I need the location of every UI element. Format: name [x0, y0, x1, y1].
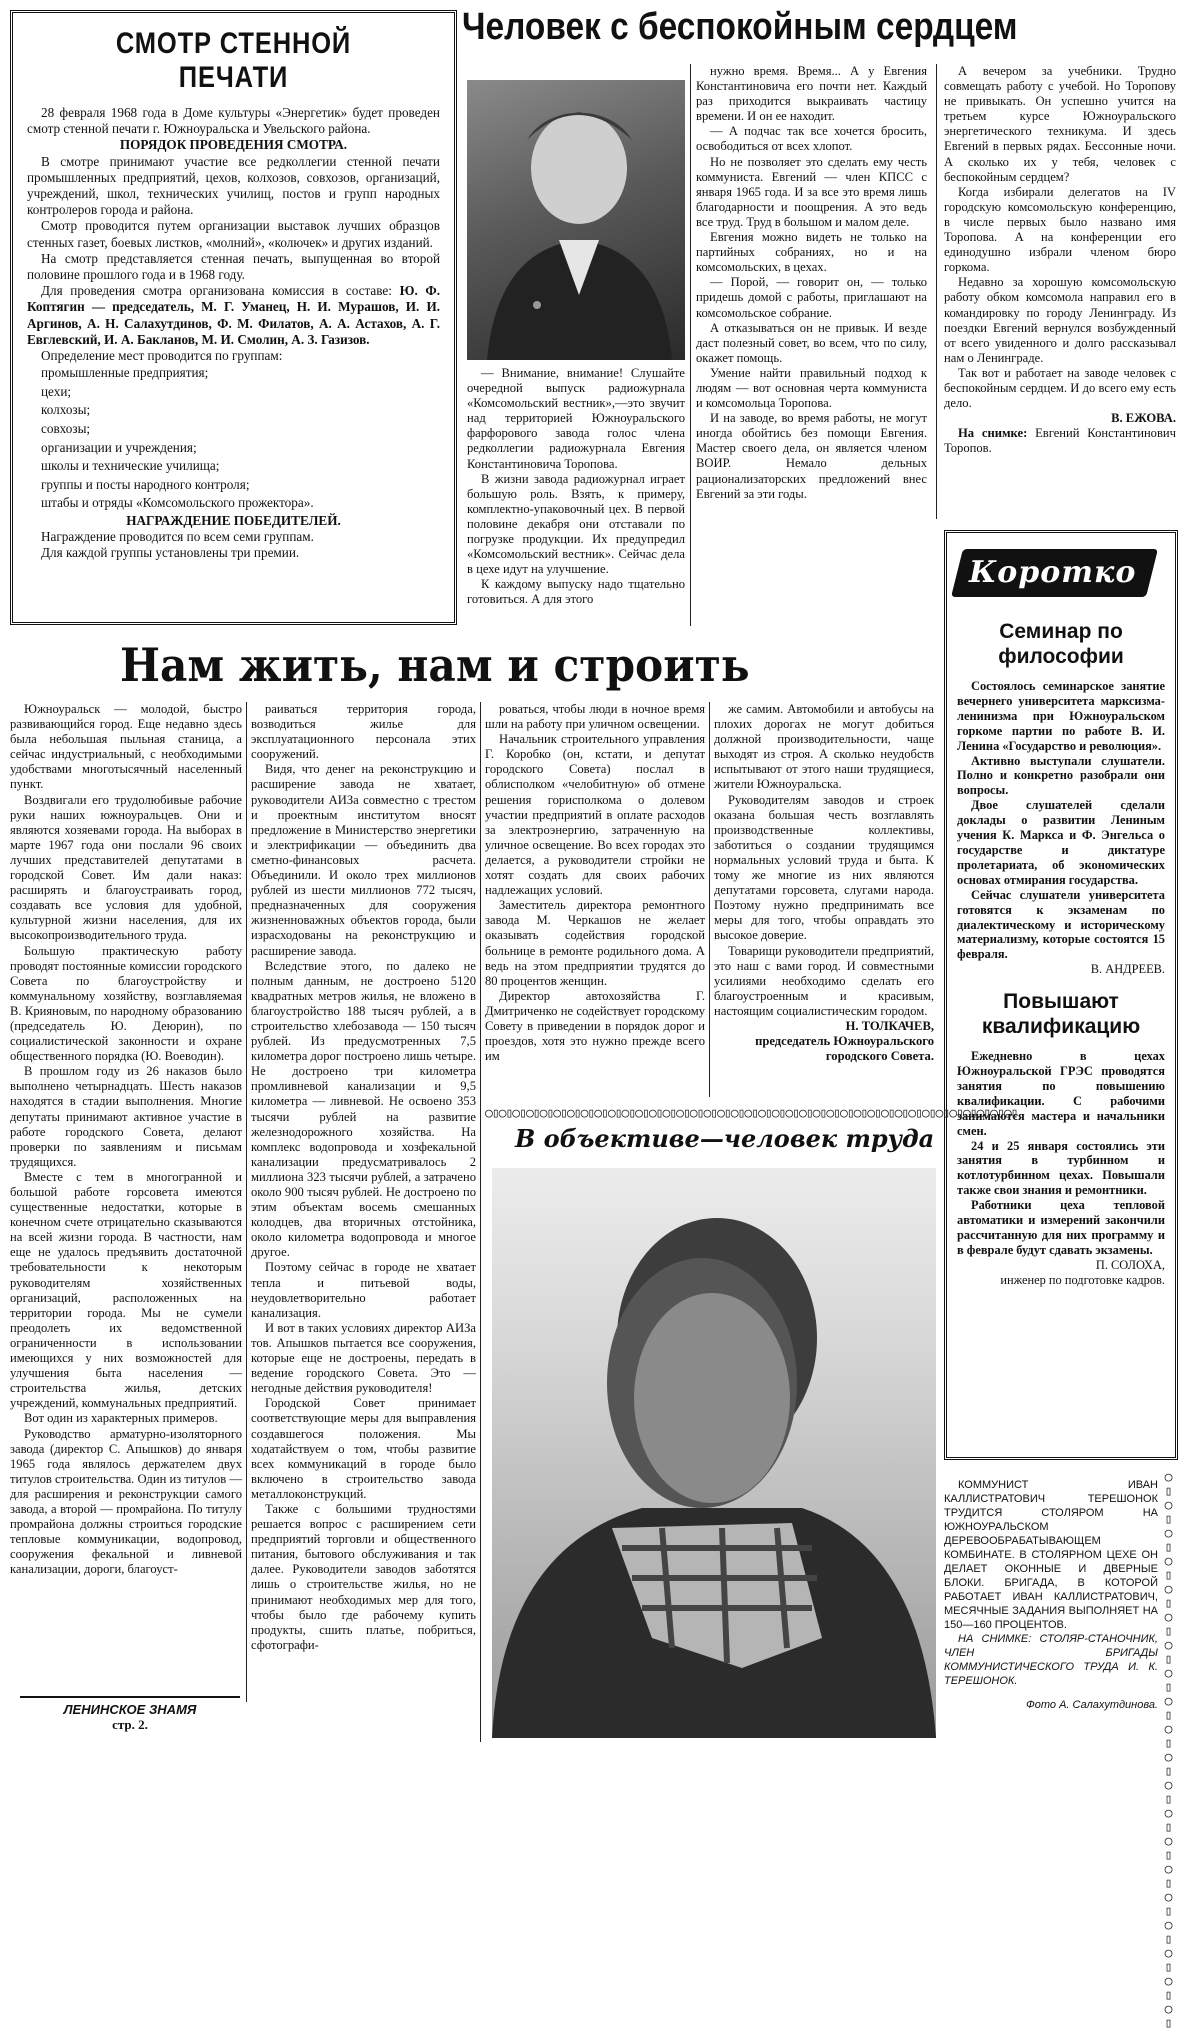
review-award-paragraph: Для каждой группы установлены три премии. [41, 545, 300, 561]
review-groups-intro: Определение мест проводится по группам: [41, 348, 283, 364]
heart-column-3 [944, 64, 1176, 518]
main-column-1 [10, 702, 242, 1710]
photo-credit: Фото А. Салахутдинова. [1026, 1699, 1158, 1711]
carpenter-caption [944, 1478, 1158, 1740]
heart-paragraph: нужно время. Время... А у Евгения Константиновича его почти нет. Каждый раз приходится выкраивать частицу времени. И он ее находит. [696, 64, 927, 124]
main-paragraph: Поэтому сейчас в городе не хватает тепла и питьевой воды, неудовлетворительно работает канализация. [251, 1260, 476, 1320]
qualification-paragraph: Ежедневно в цехах Южноуральской ГРЭС проводятся занятия по повышению квалификации. С рабочими занимаются мастера и начальники смен. [957, 1049, 1165, 1138]
main-paragraph: же самим. Автомобили и автобусы на плохих дорогах не могут добиться должной производительности, чаще выходят из строя. А сколько неудобств испытывают от этого наши трудящиеся, жители Южноуральска. [714, 702, 934, 792]
caption-text: Евгений Константинович Торопов. [944, 426, 1176, 456]
korotko-logo-text: Коротко [969, 555, 1137, 590]
review-paragraph: Смотр проводится путем организации выставок лучших образцов стенных газет, боевых листков, «молний», «колючек» и других изданий. [27, 218, 440, 250]
review-groups-list [27, 364, 440, 513]
seminar-paragraph: Состоялось семинарское занятие вечернего университета марксизма-ленинизма при Южноуральском горкоме партии по работе В. И. Ленина «Государство и революция». [957, 679, 1165, 753]
heart-paragraph: В жизни завода радиожурнал играет большую роль. Взять, к примеру, комплектно-упаковочный цех. В первой половине декабря они отставали по погрузке продукции. Их предупредил «Комсомольский вестник». Сейчас дела в цехе идут на улучшение. [467, 471, 685, 577]
heart-paragraph: Так вот и работает на заводе человек с беспокойным сердцем. И до всего ему есть дело. [944, 365, 1176, 411]
review-body [27, 105, 440, 562]
newspaper-name: ЛЕНИНСКОЕ ЗНАМЯ [63, 1702, 197, 1717]
review-intro: 28 февраля 1968 года в Доме культуры «Энергетик» будет проведен смотр стенной печати г. Южноуральска и Увельского района. [27, 105, 440, 137]
heart-paragraph: Умение найти правильный подход к людям — вот основная черта коммуниста и комсомольца Торопова. [696, 365, 927, 411]
main-paragraph: Начальник строительного управления Г. Коробко (он, кстати, и депутат городского Совета) послал в облисполком «челобитную» об отмене решения горисполкома о долевом участии предприятий в оплате расходов за электроэнергию, затраченную на уличное освещение. Во всех городах это делается, а руководители стройки не хотят создать для своих рабочих надлежащих условий. [485, 732, 705, 898]
heart-paragraph: А отказываться он не привык. И везде даст полезный совет, во всем, что по силу, окажет помощь. [696, 320, 927, 365]
ornament-border: ○▯○▯○▯○▯○▯○▯○▯○▯○▯○▯○▯○▯○▯○▯○▯○▯○▯○▯○▯○▯○▯○▯○▯○▯○▯○▯○▯○▯○▯○▯○▯○▯○▯○▯○▯○▯○▯○▯○▯ [485, 1106, 1018, 1121]
heart-paragraph: — Внимание, внимание! Слушайте очередной выпуск радиожурнала «Комсомольский вестник»,—это звучит над территорией Южноуральского фарфорового завода голос члена редколлегии радиожурнала Евгения Константиновича Торопова. [467, 366, 685, 471]
heart-paragraph: Недавно за хорошую комсомольскую работу обком комсомола направил его в командировку по городу Ленинграду. Из поездки Евгений вернулся возбужденный от всего увиденного и долго рассказывал нам о Ленинграде. [944, 275, 1176, 365]
heart-paragraph: — Порой, — говорит он, — только придешь домой с работы, приглашают на комсомольское собрание. [696, 275, 927, 320]
korotko-box [944, 530, 1178, 1460]
heart-column-1 [467, 366, 685, 628]
qualification-body [957, 1049, 1165, 1288]
main-paragraph: Большую практическую работу проводят постоянные комиссии городского Совета по благоустройству и коммунальному хозяйству, возглавляемая В. Крияновым, по народному образованию (председатель Ю. Деюрин), по социалистической законности и охране общественного порядка (Ю. Воеводин). [10, 943, 242, 1064]
portrait-silhouette-icon [467, 80, 685, 360]
worker-portrait-silhouette-icon [492, 1168, 936, 1738]
carpenter-text: КОММУНИСТ ИВАН КАЛЛИСТРАТОВИЧ ТЕРЕШОНОК ТРУДИТСЯ СТОЛЯРОМ НА ЮЖНОУРАЛЬСКОМ ДЕРЕВООБРАБАТЫВАЮЩЕМ КОМБИНАТЕ. В СТОЛЯРНОМ ЦЕХЕ ОН ДЕЛАЕТ ОКОННЫЕ И ДВЕРНЫЕ БЛОКИ. БРИГАДА, В КОТОРОЙ РАБОТАЕТ ИВАН КАЛЛИСТРАТОВИЧ, МЕСЯЧНЫЕ ЗАДАНИЯ ВЫПОЛНЯЕТ НА 150—160 ПРОЦЕНТОВ. [944, 1479, 1158, 1631]
main-column-4 [714, 702, 934, 1102]
main-paragraph: И вот в таких условиях директор АИЗа тов. Апышков пытается все сооружения, которые еще не достроены, передать в ведение городского Совета. Это — негодные действия руководителя! [251, 1320, 476, 1396]
ornament-border: ○▯○▯○▯○▯○▯○▯○▯○▯○▯○▯○▯○▯○▯○▯○▯○▯○▯○▯○▯○▯ [1161, 1470, 1176, 2030]
heart-paragraph: А вечером за учебники. Трудно совмещать работу с учебой. Но Торопову не привыкать. Он успешно учится на третьем курсе Южноуральского энергетического техникума. И здесь Евгений в первых рядах. Бессонные ночи. А сколько их у тебя, человек с беспокойным сердцем? [944, 64, 1176, 184]
qualification-title: Повышают квалификацию [981, 990, 1141, 1039]
qualification-paragraph: 24 и 25 января состоялись эти занятия в турбинном и котлотурбинном цехах. Повышали также свои знания и ремонтники. [957, 1138, 1165, 1198]
main-paragraph: Также с большими трудностями решается вопрос с расширением сети предприятий торговли и общественного питания, бытового обслуживания и так далее. Руководители заводов заботятся лишь о строительстве жилья, но не принимают необходимых мер для того, чтобы было где рабочему купить продукты, сшить платье, побриться, сфотографи- [251, 1501, 476, 1652]
seminar-title: Семинар по философии [998, 620, 1124, 668]
heart-author: В. ЕЖОВА. [1111, 411, 1176, 426]
group-item: совхозы; [41, 421, 91, 437]
main-author-role: председатель Южноуральского городского Совета. [755, 1034, 934, 1064]
review-award-heading: НАГРАЖДЕНИЕ ПОБЕДИТЕЛЕЙ. [126, 513, 341, 528]
group-item: группы и посты народного контроля; [41, 476, 250, 492]
main-paragraph: Директор автохозяйства Г. Дмитриченко не содействует городскому Совету в приведении в порядок дорог и проездов, хотя это нужно прежде всего им [485, 988, 705, 1064]
main-paragraph: роваться, чтобы люди в ночное время шли на работу при уличном освещении. [485, 702, 705, 732]
toropov-photo [467, 80, 685, 360]
carpenter-photo-caption [944, 1632, 1158, 1688]
heart-paragraph: Евгения можно видеть не только на партийных собраниях, но и на комсомольских, в цехах. [696, 230, 927, 275]
review-title: СМОТР СТЕННОЙ ПЕЧАТИ [115, 27, 352, 94]
heart-paragraph: Когда избирали делегатов на IV городскую комсомольскую конференцию, в числе первых было названо имя Торопова. А на конференции его единодушно избрали членом бюро горкома. [944, 184, 1176, 275]
review-award-paragraph: Награждение проводится по всем семи группам. [41, 529, 314, 545]
main-paragraph: Заместитель директора ремонтного завода М. Черкашов не желает оказывать содействия городской больнице в ремонте родильного дома. А ведь на этом предприятии трудятся до 80 процентов женщин. [485, 898, 705, 988]
main-paragraph: Вследствие этого, по далеко не полным данным, не достроено 5120 квадратных метров жилья, не вложено в благоустройство 188 тысяч рублей, а в строительство хлебозавода — 150 тысяч рублей. Из предусмотренных 7,5 километра дорог построено лишь четыре. Не достроено три километра промливневой канализации и 9,5 километра — ливневой. Не освоено 353 тысячи рублей на развитие железнодорожного хозяйства. На комплекс водопровода и хозфекальной канализации предусматривалось 2 миллиона 323 тысячи рублей, а затрачено около 900 тысяч рублей. Не достроено по этим объектам восемь смешанных колодцев, два вторичных отстойника, около километра водопровода и многое другое. [251, 958, 476, 1260]
qualification-author-role: инженер по подготовке кадров. [1000, 1272, 1165, 1287]
seminar-paragraph: Активно выступали слушатели. Полно и конкретно разобрали они вопросы. [957, 753, 1165, 798]
main-paragraph: раиваться территория города, возводиться жилье для эксплуатационного персонала этих сооружений. [251, 702, 476, 762]
group-item: промышленные предприятия; [41, 365, 209, 381]
qualification-author: П. СОЛОХА, [1095, 1257, 1165, 1272]
newspaper-footer [20, 1696, 240, 1733]
main-paragraph: Южноуральск — молодой, быстро развивающийся город. Еще недавно здесь была небольшая пыльная станица, а сейчас индустриальный, с необходимыми удобствами многотысячный населенный пункт. [10, 702, 242, 792]
seminar-body [957, 679, 1165, 977]
main-paragraph: Вот один из характерных примеров. [24, 1411, 218, 1426]
worker-photo-title: В объективе—человек труда [515, 1124, 935, 1153]
main-paragraph: Видя, что денег на реконструкцию и расширение завода не хватает, руководители АИЗа совместно с трестом и проектным институтом вносят предложение в Министерство энергетики и электрификации — объединить два сметно-финансовых расчета. Объединили. И около трех миллионов рублей из шести миллионов 772 тысяч, предназначенных для сооружения жизненноважных объектов города, были израсходованы на реконструкцию и расширение завода. [251, 762, 476, 958]
review-commission-names: Ю. Ф. Коптягин — председатель, М. Г. Уманец, Н. И. Мурашов, И. И. Аргинов, А. Н. Салахутдинов, Ф. М. Филатов, А. А. Астахов, А. Г. Евглевский, И. А. Бакланов, М. И. Смолин, А. З. Газизов. [27, 283, 440, 347]
heart-title: Человек с беспокойным сердцем [462, 6, 1018, 48]
main-column-3 [485, 702, 705, 1102]
korotko-logo [957, 543, 1165, 605]
review-paragraph: На смотр представляется стенная печать, выпущенная во второй половине прошлого года и в 1968 году. [27, 250, 440, 283]
seminar-paragraph: Сейчас слушатели университета готовятся к экзаменам по диалектическому и историческому материализму, которые состоятся 15 февраля. [957, 887, 1165, 962]
group-item: цехи; [41, 383, 72, 399]
main-title: Нам жить, нам и строить [120, 638, 750, 692]
main-column-2 [251, 702, 476, 1742]
heart-column-2 [696, 64, 927, 628]
review-order-heading: ПОРЯДОК ПРОВЕДЕНИЯ СМОТРА. [119, 137, 348, 153]
review-paragraph: В смотре принимают участие все редколлегии стенной печати промышленных предприятий, цехов, колхозов, совхозов, организаций, учреждений, школ, технических училищ, постов и групп народных контролеров города и района. [27, 153, 440, 218]
review-commission [27, 283, 440, 348]
review-commission-lead: Для проведения смотра организована комиссия в составе: [41, 283, 400, 299]
heart-photo-caption [944, 426, 1176, 456]
main-paragraph: Товарищи руководители предприятий, это наш с вами город. И совместными усилиями необходимо сделать его благоустроенным и красивым, настоящим социалистическим городом. [714, 943, 935, 1018]
main-paragraph: Воздвигали его трудолюбивые рабочие руки наших южноуральцев. Они и являются хозяевами города. На выборах в марте 1967 года они послали 96 своих лучших представителей депутатами в городской Совет. Им дали наказ: расширять и благоустраивать город, создавать все условия для удобной, культурной жизни населения, для их высокопроизводительного труда. [10, 792, 242, 943]
page-number: стр. 2. [112, 1717, 148, 1732]
qualification-paragraph: Работники цеха тепловой автоматики и измерений закончили рассчитанную для них программу и в феврале будут сдавать экзамены. [957, 1198, 1165, 1257]
group-item: штабы и отряды «Комсомольского прожектора». [41, 495, 314, 511]
main-paragraph: Вместе с тем в многогранной и большой работе горсовета имеются существенные недостатки, которые в конечном счете отрицательно сказываются на всей жизни города. В частности, нам еще не удалось предъявить достаточной требовательности к некоторым руководителям хозяйственных организаций, расположенных на территории города. Мы не сумели преодолеть их ведомственной ограниченности в использовании имеющихся у них возможностей для улучшения быта населения — строительства жилья, детских учреждений, коммунальных предприятий. [10, 1169, 242, 1411]
main-paragraph: В прошлом году из 26 наказов было выполнено четырнадцать. Шесть наказов находятся в стадии выполнения. Многие депутаты принимают активное участие в работе городского Совета, делают проверки по заявлениям и письмам трудящихся. [10, 1064, 242, 1169]
seminar-paragraph: Двое слушателей сделали доклады о развитии Лениным учения К. Маркса и Ф. Энгельса о государстве и диктатуре пролетариата, об экономических основах отмирания государства. [957, 798, 1165, 887]
seminar-author: В. АНДРЕЕВ. [1090, 962, 1165, 977]
worker-photo [492, 1168, 936, 1738]
caption-text: СТОЛЯР-СТАНОЧНИК, ЧЛЕН БРИГАДЫ КОММУНИСТИЧЕСКОГО ТРУДА И. К. ТЕРЕШОНОК. [944, 1633, 1158, 1687]
main-paragraph: Городской Совет принимает соответствующие меры для выправления создавшегося положения. Мы ходатайствуем о том, чтобы развитие всех коммуникаций в городе было включено в строительство завода металлоконструкций. [251, 1396, 476, 1501]
caption-label: НА СНИМКЕ: [958, 1633, 1032, 1645]
main-paragraph: Руководителям заводов и строек оказана большая честь возглавлять производственные коллективы, заботиться о создании трудящимся нормальных условий труда и быта. К тому же многие из них являются депутатами горсовета, слугами народа. Поэтому нужно предпринимать все меры для того, чтобы оправдать это высокое доверие. [714, 792, 934, 943]
caption-label: На снимке: [958, 426, 1028, 441]
heart-paragraph: — А подчас так все хочется бросить, освободиться от всех хлопот. [696, 124, 927, 154]
main-paragraph: Руководство арматурно-изоляторного завода (директор С. Апышков) до января 1965 года являлось держателем двух титулов строительства. Один из титулов — для расширения и реконструкции самого завода, а второй — промрайона. По титулу промрайона должны строиться городские тепловые коммуникации, водопровод, сооружения фекальной и ливневой канализации, дороги, благоуст- [10, 1426, 242, 1577]
group-item: колхозы; [41, 402, 91, 418]
heart-paragraph: Но не позволяет это сделать ему честь коммуниста. Евгений — член КПСС с января 1965 года. И за все это время лишь благодарности и поощрения. А это ведь все труд. Труд в большом и малом деле. [696, 154, 927, 229]
main-author: Н. ТОЛКАЧЕВ, [845, 1018, 934, 1033]
group-item: организации и учреждения; [41, 439, 197, 455]
heart-paragraph: К каждому выпуску надо тщательно готовиться. А для этого [467, 577, 685, 607]
review-box [10, 10, 457, 625]
heart-paragraph: И на заводе, во время работы, не могут иногда обойтись без помощи Евгения. Мастер своего дела, он является членом ВОИР. Немало дельных рационализаторских предложений внес Евгений за эти годы. [696, 411, 927, 501]
group-item: школы и технические училища; [41, 458, 220, 474]
